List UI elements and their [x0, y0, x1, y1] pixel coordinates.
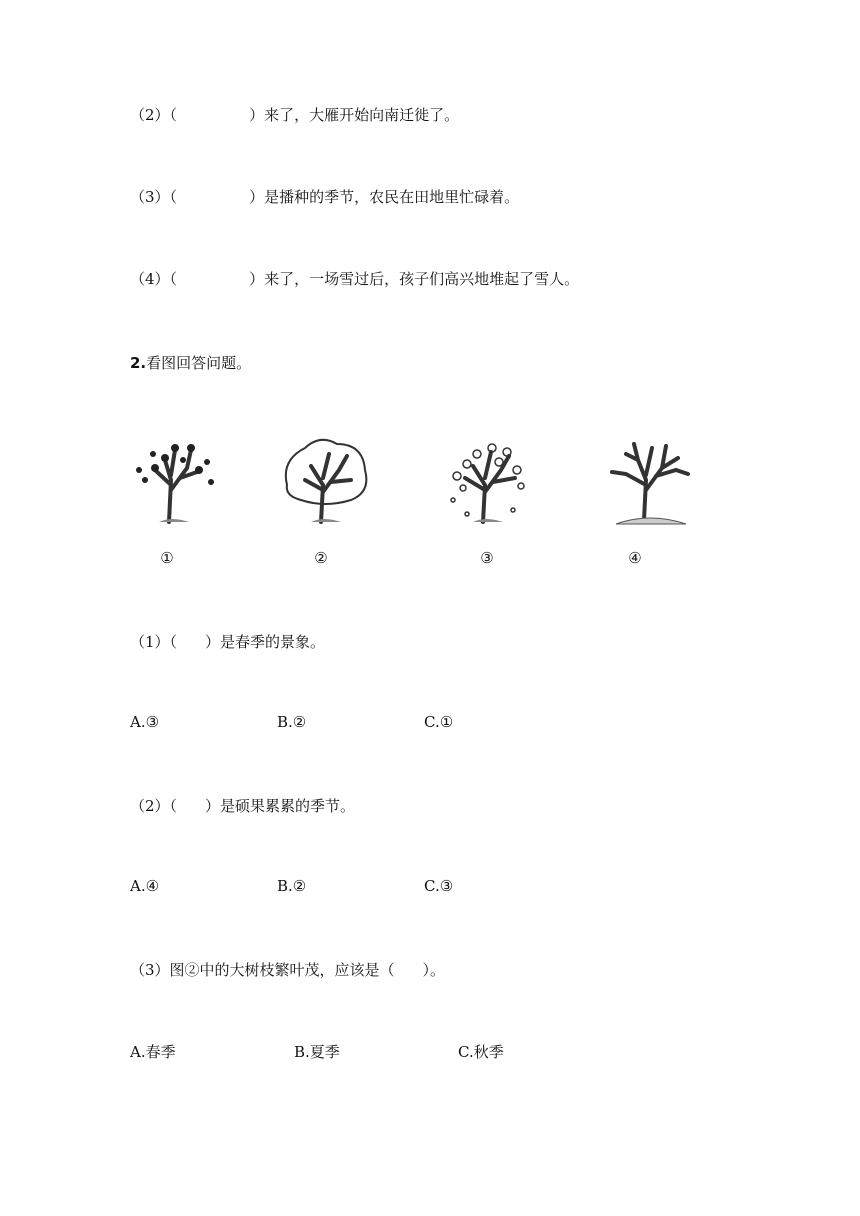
question-stem-start: （1）（: [130, 633, 178, 651]
question-stem-end: ）是硕果累累的季节。: [205, 797, 356, 815]
section-2-title: [130, 352, 251, 373]
question-number: （4）: [130, 270, 170, 288]
question-stem-end: ）。: [422, 961, 446, 979]
winter-tree-icon: [600, 430, 700, 530]
option-c[interactable]: C.③: [424, 877, 454, 895]
choice-question-1: [130, 631, 325, 652]
question-stem-start: （2）（: [130, 797, 178, 815]
tree-label-3: ③: [480, 549, 494, 567]
section-title-text: 看图回答问题。: [146, 354, 252, 372]
question-stem-start: （3）图②中的大树枝繁叶茂，应该是（: [130, 961, 395, 979]
tree-label-1: ①: [160, 549, 174, 567]
option-b[interactable]: B.②: [277, 713, 307, 731]
choice-question-2: [130, 795, 355, 816]
question-stem-end: ）是春季的景象。: [205, 633, 326, 651]
autumn-tree-icon: [437, 430, 537, 530]
option-b[interactable]: B.夏季: [294, 1043, 340, 1061]
option-c[interactable]: C.①: [424, 713, 454, 731]
question-text: 是播种的季节，农民在田地里忙碌着。: [264, 188, 520, 206]
summer-tree-icon: [275, 430, 375, 530]
option-c[interactable]: C.秋季: [458, 1043, 504, 1061]
question-number: （2）: [130, 106, 170, 124]
tree-label-2: ②: [314, 549, 328, 567]
fill-question-4: （4）（ ）来了，一场雪过后，孩子们高兴地堆起了雪人。: [130, 270, 580, 288]
option-a[interactable]: A.春季: [130, 1043, 176, 1061]
section-number: 2.: [130, 354, 147, 372]
option-a[interactable]: A.④: [130, 877, 160, 895]
option-b[interactable]: B.②: [277, 877, 307, 895]
question-text: 来了，大雁开始向南迁徙了。: [264, 106, 460, 124]
fill-question-3: （3）（ ）是播种的季节，农民在田地里忙碌着。: [130, 188, 520, 206]
tree-label-4: ④: [628, 549, 642, 567]
choice-question-3: [130, 959, 445, 980]
spring-tree-icon: [125, 430, 225, 530]
fill-question-2: （2）（ ）来了，大雁开始向南迁徙了。: [130, 106, 460, 124]
question-number: （3）: [130, 188, 170, 206]
option-a[interactable]: A.③: [130, 713, 160, 731]
question-text: 来了，一场雪过后，孩子们高兴地堆起了雪人。: [264, 270, 580, 288]
